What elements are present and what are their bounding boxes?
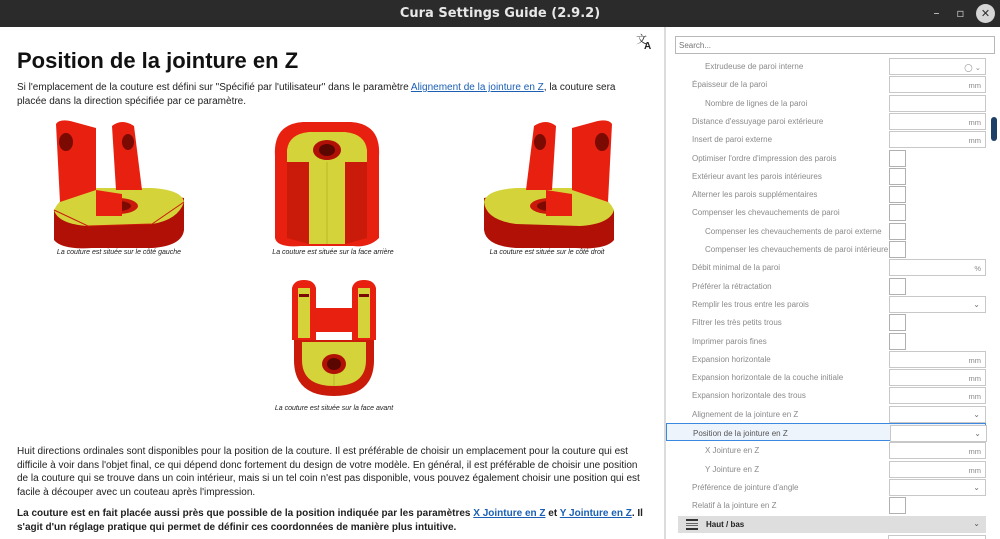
setting-label: Compenser les chevauchements de paroi externe (705, 226, 882, 236)
setting-row[interactable] (666, 295, 986, 313)
setting-checkbox[interactable] (889, 204, 906, 221)
setting-input[interactable]: mm (889, 113, 986, 130)
setting-input[interactable]: mm (889, 461, 986, 478)
setting-label: Débit minimal de la paroi (692, 263, 781, 273)
setting-row[interactable] (666, 57, 986, 75)
setting-label: Compenser les chevauchements de paroi intérieure (705, 245, 889, 254)
setting-label: Insert de paroi externe (692, 135, 773, 145)
setting-input[interactable]: mm (889, 351, 986, 368)
note-text: La couture est en fait placée aussi près que possible de la position indiquée par les paramètres (17, 508, 474, 519)
setting-input[interactable]: mm (889, 442, 986, 459)
setting-row[interactable] (666, 222, 986, 240)
setting-dropdown[interactable]: ◯ ⌄ (889, 58, 986, 75)
setting-dropdown[interactable] (890, 425, 987, 442)
setting-row[interactable] (666, 203, 986, 221)
setting-checkbox[interactable] (889, 223, 906, 240)
setting-row[interactable] (666, 149, 986, 167)
setting-checkbox[interactable] (889, 314, 906, 331)
setting-label: Extérieur avant les parois intérieures (692, 171, 822, 181)
setting-input[interactable] (889, 95, 986, 112)
section-label: Haut / bas (706, 520, 745, 529)
settings-sidebar (666, 27, 1000, 539)
setting-row[interactable] (666, 313, 986, 331)
chevron-down-icon: ⌄ (973, 482, 980, 492)
setting-input[interactable]: mm (889, 76, 986, 93)
setting-row[interactable] (666, 478, 986, 496)
svg-text:A: A (644, 41, 652, 50)
setting-row[interactable] (666, 167, 986, 185)
setting-label: Expansion horizontale de la couche initiale (692, 373, 844, 383)
intro-paragraph (17, 81, 642, 108)
setting-label: X Jointure en Z (705, 446, 760, 456)
caption-right: La couture est située sur le côté droit (489, 249, 605, 256)
window-title: Cura Settings Guide (2.9.2) (399, 6, 601, 21)
setting-checkbox[interactable] (889, 186, 906, 203)
intro-text: Si l'emplacement de la couture est défini sur "Spécifié par l'utilisateur" dans le paramètre (17, 82, 411, 93)
y-seam-link[interactable]: Y Jointure en Z (559, 508, 632, 519)
setting-row[interactable] (666, 496, 986, 514)
setting-label: Préférer la rétractation (692, 281, 772, 291)
setting-label: Épaisseur de la paroi (692, 80, 768, 90)
setting-checkbox[interactable] (889, 278, 906, 295)
part-image-back (269, 120, 385, 250)
note-text-end: . Il s'agit d'un réglage pratique qui permet de définir ces coordonnées de manière plus intuitive. (17, 508, 643, 533)
setting-label: Nombre de lignes de la paroi (705, 98, 808, 108)
setting-label: Expansion horizontale des trous (692, 391, 806, 401)
setting-label: Alignement de la jointure en Z (692, 409, 799, 419)
x-seam-link[interactable]: X Jointure en Z (473, 508, 546, 519)
setting-label: Imprimer parois fines (692, 336, 767, 346)
article-panel (0, 27, 664, 539)
setting-dropdown[interactable] (889, 479, 986, 496)
caption-front: La couture est située sur la face avant (274, 405, 394, 412)
setting-label: Y Jointure en Z (705, 464, 760, 474)
search-input[interactable] (675, 36, 995, 54)
svg-text:文: 文 (636, 33, 647, 46)
section-top-bottom[interactable] (678, 516, 986, 533)
note-text-and: et (545, 508, 560, 519)
setting-checkbox[interactable] (889, 168, 906, 185)
alignment-link[interactable]: Alignement de la jointure en Z (410, 82, 544, 93)
chevron-down-icon: ⌄ (974, 429, 981, 438)
chevron-down-icon: ⌄ (973, 299, 980, 309)
setting-label: Position de la jointure en Z (693, 429, 788, 438)
setting-row[interactable] (666, 423, 986, 441)
close-button[interactable]: ✕ (976, 4, 995, 23)
setting-row[interactable] (666, 332, 986, 350)
setting-input[interactable]: mm (889, 387, 986, 404)
setting-row[interactable] (666, 405, 986, 423)
setting-input[interactable]: mm (889, 369, 986, 386)
body-paragraph: Huit directions ordinales sont disponibles pour la position de la couture. Il est préférable de choisir un emplacement pour la couture qui est difficile à voir dans l'objet final, ce qui dépend donc fortement du design de votre modèle. En général, il est préférable de choisir une position de la couture qui se trouve dans un coin intérieur, mais si un tel coin n'est pas disponible, vous pouvez également choisir une position qui est facile à découper avec un couteau après l'impression. (17, 446, 640, 498)
setting-row[interactable] (666, 441, 986, 459)
part-image-left (52, 120, 186, 250)
setting-dropdown[interactable] (889, 406, 986, 423)
setting-label: Distance d'essuyage paroi extérieure (692, 116, 824, 126)
maximize-button[interactable]: ▫ (956, 6, 965, 20)
setting-row[interactable] (666, 258, 986, 276)
setting-row[interactable] (666, 185, 986, 203)
caption-left: La couture est située sur le côté gauche (56, 249, 182, 256)
setting-row[interactable] (666, 386, 986, 404)
setting-label: Remplir les trous entre les parois (692, 299, 809, 309)
setting-label: Alterner les parois supplémentaires (692, 190, 818, 200)
setting-checkbox[interactable] (889, 497, 906, 514)
setting-label: Compenser les chevauchements de paroi (692, 208, 840, 218)
setting-row[interactable] (666, 460, 986, 478)
setting-row[interactable] (666, 94, 986, 112)
page-title: Position de la jointure en Z (17, 48, 299, 73)
setting-label: Optimiser l'ordre d'impression des parois (692, 153, 837, 163)
note-paragraph (17, 507, 647, 534)
sidebar-scrollbar[interactable] (991, 117, 997, 141)
setting-label: Filtrer les très petits trous (692, 318, 782, 328)
setting-row[interactable] (666, 130, 986, 148)
setting-row[interactable] (666, 75, 986, 93)
setting-label: Préférence de jointure d'angle (692, 482, 799, 492)
setting-checkbox[interactable] (889, 150, 906, 167)
minimize-button[interactable]: – (933, 6, 940, 20)
chevron-down-icon: ⌄ (973, 519, 980, 528)
setting-dropdown[interactable] (889, 296, 986, 313)
chevron-down-icon: ⌄ (973, 409, 980, 419)
setting-input[interactable]: % (889, 259, 986, 276)
setting-row[interactable] (666, 240, 986, 258)
window-titlebar (0, 0, 1000, 27)
setting-label: Expansion horizontale (692, 354, 771, 364)
setting-label: Extrudeuse de paroi interne (705, 62, 804, 71)
setting-checkbox[interactable] (889, 241, 906, 258)
setting-checkbox[interactable] (889, 333, 906, 350)
translate-icon[interactable] (636, 32, 654, 50)
setting-row[interactable] (666, 350, 986, 368)
setting-row[interactable] (666, 277, 986, 295)
setting-input[interactable]: mm (889, 131, 986, 148)
top-bottom-icon (686, 519, 698, 530)
part-image-front (290, 280, 378, 400)
intro-text-end: , la couture sera placée dans la direction spécifiée par ce paramètre. (17, 82, 616, 107)
next-setting-field[interactable] (888, 535, 986, 539)
setting-label: Relatif à la jointure en Z (692, 501, 777, 511)
caption-back: La couture est située sur la face arrière (272, 249, 394, 256)
part-image-right (482, 120, 616, 250)
setting-row[interactable] (666, 368, 986, 386)
setting-row[interactable] (666, 112, 986, 130)
